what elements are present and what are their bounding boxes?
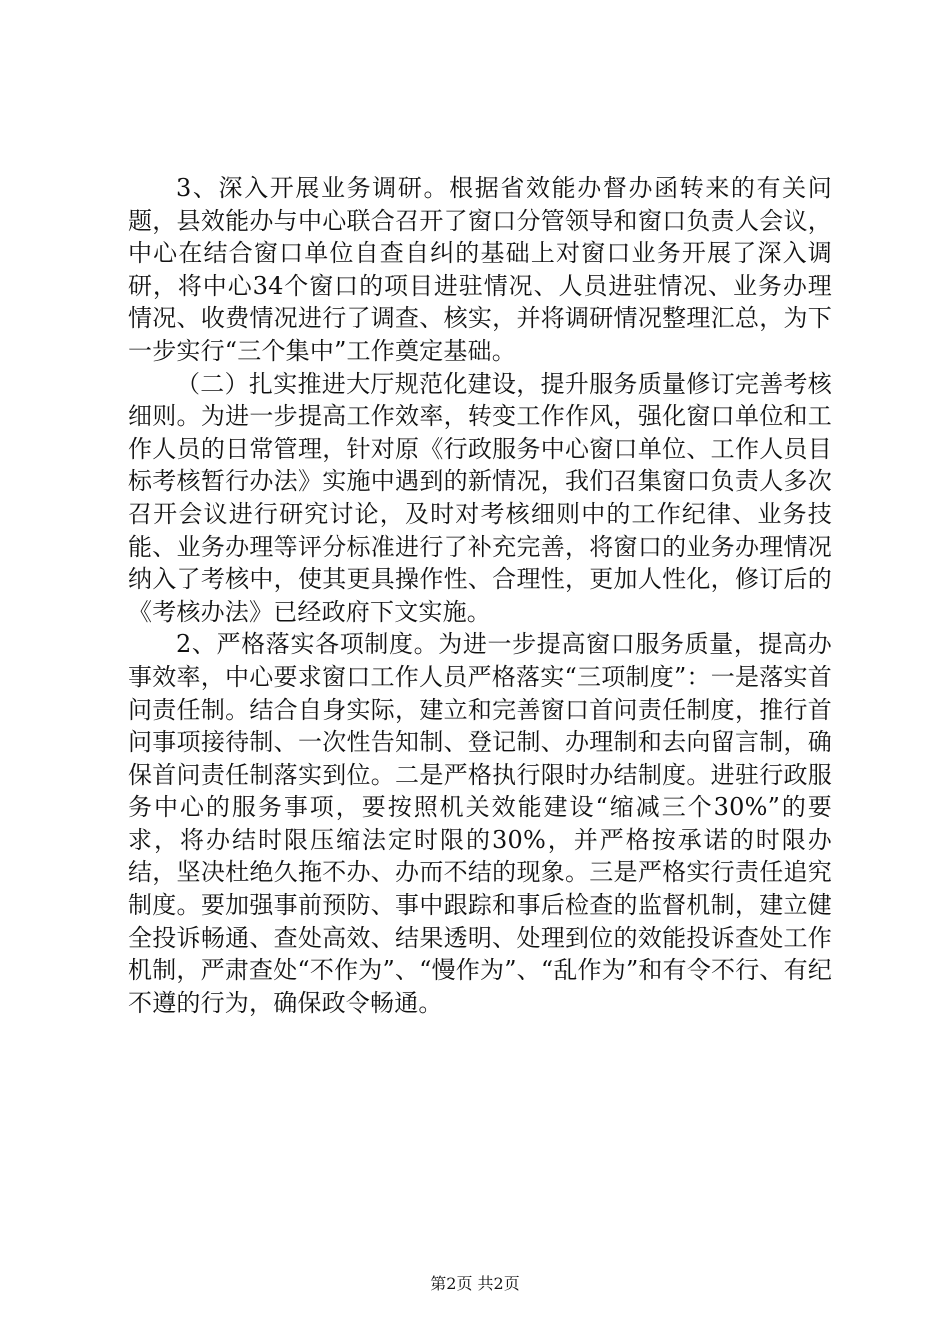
paragraph-business-research: 3、深入开展业务调研。根据省效能办督办函转来的有关问题，县效能办与中心联合召开了窗口分管领导和窗口负责人会议，中心在结合窗口单位自查自纠的基础上对窗口业务开展了深入调研，将中心34个窗口的项目进驻情况、人员进驻情况、业务办理情况、收费情况进行了调查、核实，并将调研情况整理汇总，为下一步实行“三个集中”工作奠定基础。 <box>128 174 832 365</box>
page-footer <box>0 1274 950 1294</box>
paragraph-strict-systems: 2、严格落实各项制度。为进一步提高窗口服务质量，提高办事效率，中心要求窗口工作人员严格落实“三项制度”：一是落实首问责任制。结合自身实际，建立和完善窗口首问责任制度，推行首问事项接待制、一次性告知制、登记制、办理制和去向留言制，确保首问责任制落实到位。二是严格执行限时办结制度。进驻行政服务中心的服务事项，要按照机关效能建设“缩减三个30%”的要求，将办结时限压缩法定时限的30%，并严格按承诺的时限办结，坚决杜绝久拖不办、办而不结的现象。三是严格实行责任追究制度。要加强事前预防、事中跟踪和事后检查的监督机制，建立健全投诉畅通、查处高效、结果透明、处理到位的效能投诉查处工作机制，严肃查处“不作为”、“慢作为”、“乱作为”和有令不行、有纪不遵的行为，确保政令畅通。 <box>128 630 833 1017</box>
page-number: 第2页 共2页 <box>430 1274 520 1293</box>
paragraph-hall-standardization: （二）扎实推进大厅规范化建设，提升服务质量修订完善考核细则。为进一步提高工作效率，转变工作作风，强化窗口单位和工作人员的日常管理，针对原《行政服务中心窗口单位、工作人员目标考核暂行办法》实施中遇到的新情况，我们召集窗口负责人多次召开会议进行研究讨论，及时对考核细则中的工作纪律、业务技能、业务办理等评分标准进行了补充完善，将窗口的业务办理情况纳入了考核中，使其更具操作性、合理性，更加人性化，修订后的《考核办法》已经政府下文实施。 <box>128 369 832 626</box>
document-body <box>128 172 832 1019</box>
